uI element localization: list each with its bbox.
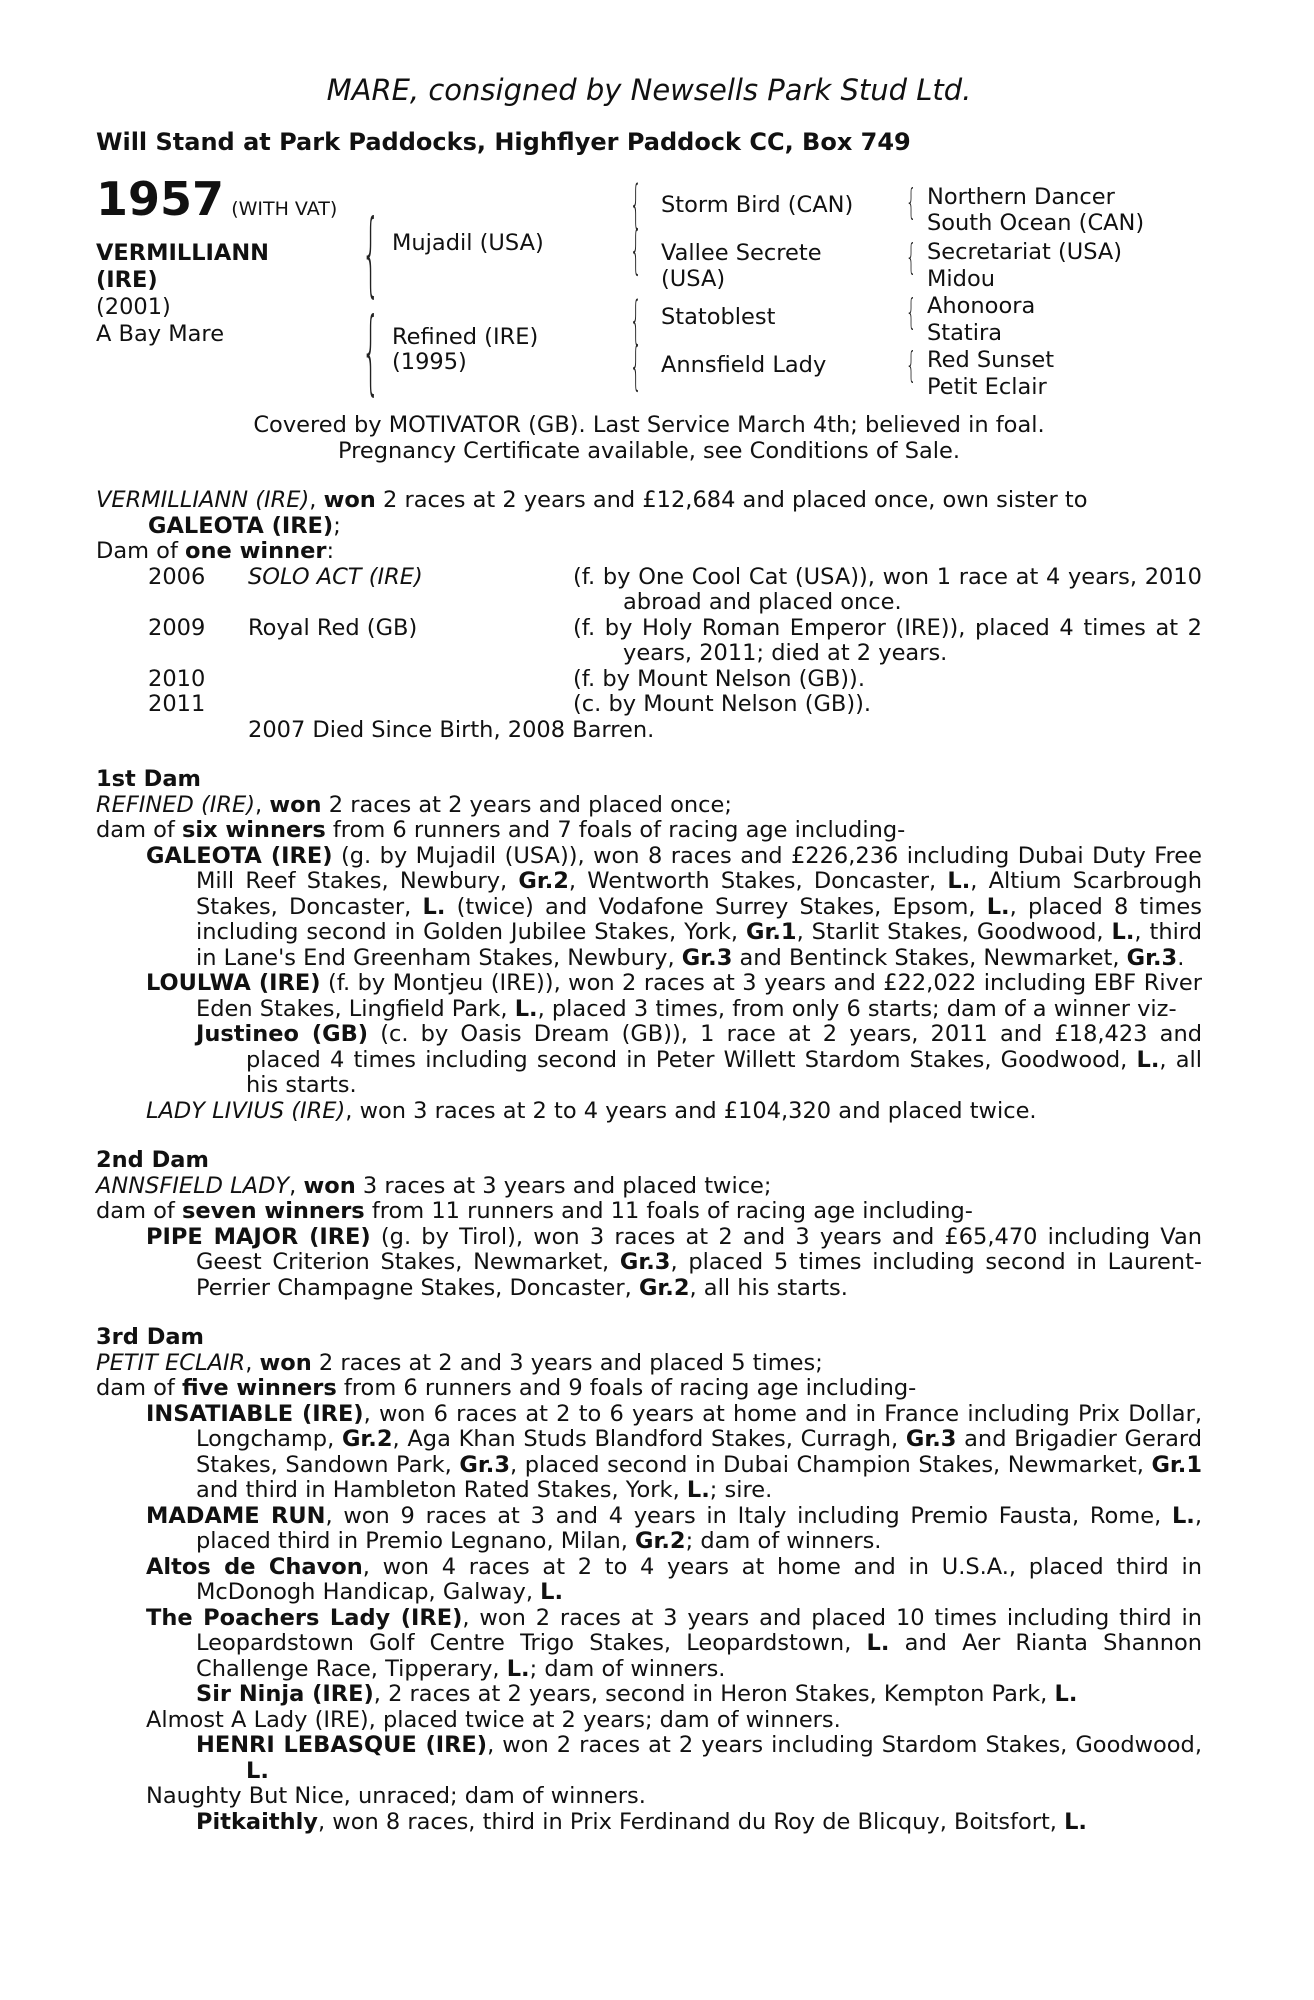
gg-sds: Secretariat (USA): [927, 239, 1123, 265]
horse-year: (2001): [96, 294, 171, 320]
produce-note: (c. by Mount Nelson (GB)).: [573, 691, 872, 717]
bracket-3c: {: [906, 292, 917, 333]
mare-sister: GALEOTA (IRE);: [148, 512, 341, 539]
entry-loulwa: LOULWA (IRE) (f. by Montjeu (IRE)), won 2 races at 3 years and £22,022 including EBF River Eden Stakes, Lingfield Park, L., placed 3 times, from only 6 starts; dam of a winner viz-: [146, 970, 1202, 1022]
dam-sire: Statoblest: [661, 304, 776, 330]
entry-poachers-lady: The Poachers Lady (IRE), won 2 races at 3 years and placed 10 times including third in Leopardstown Golf Centre Trigo Stakes, Leopardstown, L. and Aer Rianta Shannon Challenge Race, Tipperary, L.; dam of winners.: [146, 1604, 1203, 1682]
entry-pitkaithly: Pitkaithly, won 8 races, third in Prix Ferdinand du Roy de Blicquy, Boitsfort, L.: [196, 1808, 1087, 1835]
horse-desc: A Bay Mare: [96, 321, 225, 347]
entry-sir-ninja: Sir Ninja (IRE), 2 races at 2 years, second in Heron Stakes, Kempton Park, L.: [196, 1681, 1078, 1707]
produce-name: Royal Red (GB): [248, 614, 418, 641]
sire-dam-2: (USA): [661, 266, 726, 292]
catalogue-page: [96, 73, 1203, 1835]
sire-dam-1: Vallee Secrete: [661, 240, 822, 266]
produce-other: 2007 Died Since Birth, 2008 Barren.: [248, 716, 655, 743]
pregnancy-note: Pregnancy Certificate available, see Conditions of Sale.: [337, 437, 961, 464]
entry-livius: LADY LIVIUS (IRE), won 3 races at 2 to 4 years and £104,320 and placed twice.: [146, 1097, 1037, 1124]
entry-madame-run: MADAME RUN, won 9 races at 3 and 4 years in Italy including Premio Fausta, Rome, L., placed third in Premio Legnano, Milan, Gr.2; dam of winners.: [146, 1502, 1202, 1554]
entry-insatiable: INSATIABLE (IRE), won 6 races at 2 to 6 years at home and in France including Prix Dollar, Longchamp, Gr.2, Aga Khan Studs Blandford Stakes, Curragh, Gr.3 and Brigadier Gerard Stakes, Sandown Park, Gr.3, placed second in Dubai Champion Stakes, Newmarket, Gr.1 and third in Hambleton Rated Stakes, York, L.; sire.: [146, 1400, 1203, 1503]
dam3-summary: PETIT ECLAIR, won 2 races at 2 and 3 years and placed 5 times;: [96, 1349, 823, 1376]
gg-dss: Ahonoora: [927, 293, 1036, 319]
bracket-ds: {: [630, 291, 642, 351]
entry-pipe-major: PIPE MAJOR (IRE) (g. by Tirol), won 3 races at 2 and 3 years and £65,470 including Van Geest Criterion Stakes, Newmarket, Gr.3, placed 5 times including second in Laurent-Perrier Champagne Stakes, Doncaster, Gr.2, all his starts.: [146, 1223, 1203, 1301]
dam2-heading: 2nd Dam: [96, 1147, 209, 1173]
produce-name: [248, 692, 573, 718]
lot-number: 1957: [96, 172, 225, 226]
entry-galeota: GALEOTA (IRE) (g. by Mujadil (USA)), won 8 races and £226,236 including Dubai Duty Free Mill Reef Stakes, Newbury, Gr.2, Wentworth Stakes, Doncaster, L., Altium Scarbrough Stakes, Doncaster, L. (twice) and Vodafone Surrey Stakes, Epsom, L., placed 8 times including second in Golden Jubilee Stakes, York, Gr.1, Starlit Stakes, Goodwood, L., third in Lane's End Greenham Stakes, Newbury, Gr.3 and Bentinck Stakes, Newmarket, Gr.3.: [146, 842, 1202, 971]
dam1-dam-of: dam of six winners from 6 runners and 7 foals of racing age including-: [96, 817, 906, 843]
entry-altos-de-chavon: Altos de Chavon, won 4 races at 2 to 4 years at home and in U.S.A., placed third in McDonogh Handicap, Galway, L.: [146, 1553, 1202, 1605]
sire-sire: Storm Bird (CAN): [661, 192, 854, 218]
bracket-dam: {: [362, 298, 380, 405]
entry-almost-a-lady: Almost A Lady (IRE), placed twice at 2 years; dam of winners.: [146, 1706, 841, 1733]
gg-ssd: South Ocean (CAN): [927, 210, 1145, 236]
produce-year: 2006: [148, 563, 206, 590]
produce-note: (f. by Mount Nelson (GB)).: [573, 665, 865, 692]
produce-year: 2009: [148, 614, 206, 641]
horse-country: (IRE): [96, 267, 158, 293]
mare-summary: VERMILLIANN (IRE), won 2 races at 2 years and £12,684 and placed once, own sister to: [96, 487, 1088, 513]
horse-name: VERMILLIANN: [96, 240, 269, 266]
dam-dam: Annsfield Lady: [661, 352, 827, 378]
entry-naughty-but-nice: Naughty But Nice, unraced; dam of winners.: [146, 1783, 646, 1809]
produce-note: (f. by One Cool Cat (USA)), won 1 race at 4 years, 2010 abroad and placed once.: [573, 563, 1202, 615]
gg-sss: Northern Dancer: [927, 184, 1115, 210]
entry-justineo: Justineo (GB) (c. by Oasis Dream (GB)), 1 race at 2 years, 2011 and £18,423 and placed 4 times including second in Peter Willett Stardom Stakes, Goodwood, L., all his starts.: [196, 1021, 1202, 1098]
dam1-summary: REFINED (IRE), won 2 races at 2 years and placed once;: [96, 791, 732, 818]
dam1-heading: 1st Dam: [96, 766, 201, 792]
dam-name: Refined (IRE): [392, 324, 539, 350]
produce-name: SOLO ACT (IRE): [248, 563, 423, 590]
mare-name: VERMILLIANN (IRE): [96, 487, 310, 513]
produce-note: (f. by Holy Roman Emperor (IRE)), placed 4 times at 2 years, 2011; died at 2 years.: [573, 614, 1202, 666]
gg-dds: Red Sunset: [927, 347, 1055, 373]
bracket-3b: {: [906, 237, 917, 278]
dam2-dam-of: dam of seven winners from 11 runners and 11 foals of racing age including-: [96, 1198, 973, 1224]
bracket-3d: {: [906, 345, 917, 386]
covered-note: Covered by MOTIVATOR (GB). Last Service March 4th; believed in foal.: [253, 412, 1045, 438]
dam2-summary: ANNSFIELD LADY, won 3 races at 3 years and placed twice;: [96, 1172, 772, 1199]
gg-ddd: Petit Eclair: [927, 374, 1047, 400]
produce-year: 2011: [148, 691, 206, 717]
gg-sdd: Midou: [927, 266, 995, 292]
produce-year: 2010: [148, 665, 206, 692]
stand-location: Will Stand at Park Paddocks, Highflyer Paddock CC, Box 749: [96, 127, 911, 156]
dam3-dam-of: dam of five winners from 6 runners and 9 foals of racing age including-: [96, 1375, 917, 1401]
bracket-ss: {: [630, 175, 642, 235]
pedigree-block: [96, 172, 1202, 413]
bracket-sd: {: [630, 221, 642, 281]
dam3-heading: 3rd Dam: [96, 1324, 204, 1350]
entry-henri-lebasque: HENRI LEBASQUE (IRE), won 2 races at 2 years including Stardom Stakes, Goodwood, L.: [196, 1732, 1202, 1784]
consignor-title: MARE, consigned by Newsells Park Stud Ltd.: [326, 73, 972, 107]
mare-dam-of: Dam of one winner:: [96, 538, 335, 564]
bracket-sire: {: [362, 200, 380, 307]
produce-name: [248, 667, 573, 693]
sire-name: Mujadil (USA): [392, 230, 544, 256]
dam-year: (1995): [392, 349, 467, 375]
vat-note: (WITH VAT): [231, 198, 338, 220]
bracket-dd: {: [630, 337, 642, 397]
gg-dsd: Statira: [927, 320, 1003, 346]
produce-table: [96, 565, 1202, 718]
bracket-3a: {: [906, 182, 917, 223]
